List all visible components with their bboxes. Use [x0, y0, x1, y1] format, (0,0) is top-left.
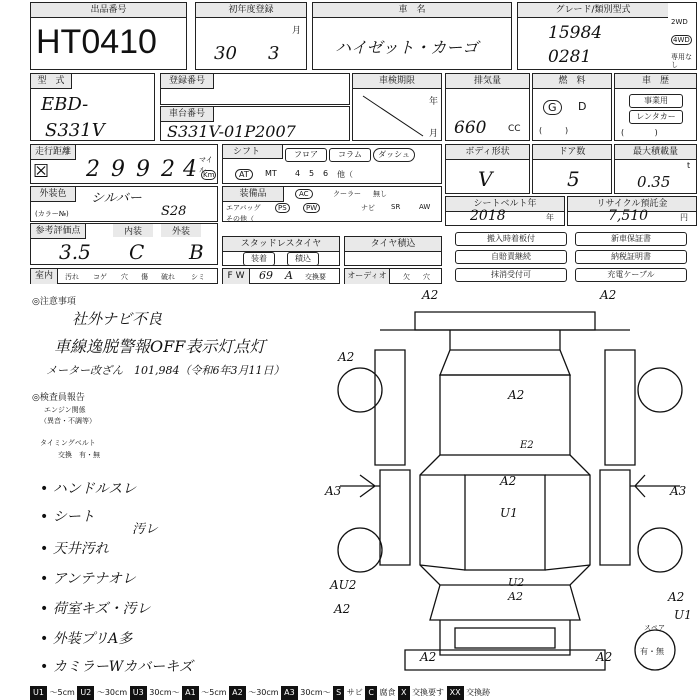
fuel-gasoline: G: [543, 100, 562, 115]
interior-item-tear: 破れ: [161, 273, 175, 281]
report-item-3: • 天井汚れ: [40, 541, 109, 557]
interior-item-stain: シミ: [191, 273, 205, 281]
equip-none: 無し: [373, 190, 387, 198]
report-item-4-text: アンテナオレ: [52, 571, 136, 587]
recycle-value: 7,510: [608, 208, 649, 224]
body-box: [445, 144, 530, 194]
fw-swap: 交換要: [305, 273, 326, 281]
inspector-engine2: （異音・不調等）: [40, 417, 96, 425]
report-item-1: • ハンドルスレ: [40, 481, 137, 497]
recycle-label: リサイクル預託金: [568, 197, 696, 212]
first-registration-month: 3: [268, 43, 280, 64]
color-value: シルバー: [91, 191, 142, 206]
model-value: EBD-: [41, 94, 89, 115]
shift-5: 5: [309, 169, 315, 178]
report-item-1-text: ハンドルスレ: [52, 481, 137, 497]
displacement-label: 排気量: [446, 74, 529, 89]
report-item-2-text: シート: [52, 509, 95, 525]
lot-number-box: [30, 2, 187, 70]
mileage-unit-mile: マイル: [199, 156, 213, 174]
chassis-value: S331V-01P2007: [167, 122, 296, 141]
reg-number-box: [160, 73, 350, 105]
equip-ps: PS: [275, 203, 290, 213]
report-item-6: • 外装プリA多: [40, 631, 133, 647]
legend-bar: [30, 686, 697, 700]
mileage-unit-km: Km: [203, 171, 215, 179]
fw-value1: 69: [259, 269, 273, 282]
equip-cooler: クーラー: [333, 190, 361, 198]
color-box: [30, 186, 218, 222]
shift-label: シフト: [223, 145, 283, 159]
score-interior-label: 内装: [113, 224, 153, 237]
seatbelt-unit: 年: [546, 213, 554, 222]
score-exterior-label: 外装: [161, 224, 201, 237]
shift-other: 他（: [337, 170, 353, 179]
reg-number-label: 登録番号: [161, 74, 214, 89]
audio-label: オーディオ: [345, 269, 390, 284]
displacement-unit: CC: [508, 124, 521, 134]
equip-aw: AW: [419, 203, 431, 211]
legend-a2: A2 ～30cm: [229, 688, 278, 697]
equip-pw: PW: [303, 203, 320, 213]
equip-navi: ナビ: [361, 204, 375, 212]
inspection-month-unit: 月: [429, 129, 439, 139]
first-registration-month-unit: 月: [292, 26, 302, 36]
doc-arrival-plate: 搬入時着板付: [455, 232, 567, 246]
mileage-checkbox: ☒: [33, 161, 50, 182]
grade-line2: 0281: [548, 47, 592, 67]
score-label: 参考評価点: [31, 224, 86, 239]
mileage-box: [30, 144, 218, 184]
car-name-label: 車 名: [313, 3, 511, 18]
load-box: [614, 144, 697, 194]
equip-ac: AC: [295, 189, 313, 199]
inspection-slash: [353, 88, 441, 140]
mark-12: U2: [508, 576, 525, 589]
fw-label: F W: [223, 269, 250, 284]
score-exterior: B: [189, 240, 204, 264]
mileage-d5: 4: [183, 157, 197, 182]
seatbelt-box: [445, 196, 565, 226]
mark-15: U1: [674, 608, 692, 622]
doc-cable: 充電ケーブル: [575, 268, 687, 282]
fw-row: [222, 268, 340, 284]
first-registration-box: [195, 2, 307, 70]
chassis-box: [160, 106, 350, 141]
mark-17: A2: [596, 650, 613, 664]
recycle-box: [567, 196, 697, 226]
report-item-5: • 荷室キズ・汚レ: [40, 601, 151, 617]
report-item-5-text: 荷室キズ・汚レ: [52, 601, 151, 617]
fuel-label: 燃 料: [533, 74, 611, 89]
shift-floor: フロア: [285, 148, 327, 162]
legend-u3: U3 30cm～: [130, 688, 180, 697]
fuel-paren: ( ): [539, 126, 569, 135]
score-interior: C: [129, 240, 145, 264]
mark-16: A2: [420, 650, 437, 664]
mark-3: A2: [508, 388, 525, 402]
audio-missing: 欠: [403, 273, 410, 281]
mark-4: A2: [338, 350, 355, 364]
body-label: ボディ形状: [446, 145, 529, 160]
shift-column: コラム: [329, 148, 371, 162]
equip-label: 装備品: [223, 187, 284, 202]
shift-6: 6: [323, 169, 329, 178]
interior-item-burn: コゲ: [93, 273, 107, 281]
drive-2wd: 2WD: [671, 18, 688, 26]
history-paren: ( ): [621, 128, 658, 137]
seatbelt-label: シートベルト年: [446, 197, 564, 212]
mark-1: A2: [422, 288, 439, 302]
color-label: 外装色: [31, 187, 76, 202]
doors-label: ドア数: [533, 145, 611, 160]
displacement-value: 660: [454, 118, 487, 138]
studless-label: スタッドレスタイヤ: [223, 237, 339, 252]
studless-mounted: 装着: [243, 252, 275, 266]
grade-line1: 15984: [548, 23, 603, 43]
equip-sr: SR: [391, 203, 401, 211]
shift-box: [222, 144, 442, 184]
interior-row: [30, 268, 218, 284]
inspector-engine: エンジン関係: [44, 406, 86, 414]
studless-loaded: 積込: [287, 252, 319, 266]
report-side-note: 汚レ: [132, 522, 159, 537]
body-value: V: [478, 167, 493, 191]
mark-9: E2: [520, 440, 534, 451]
audio-row: [344, 268, 442, 284]
grade-label: グレード/類別型式: [518, 3, 668, 18]
displacement-box: [445, 73, 530, 141]
tire-load-box: [344, 236, 442, 266]
mark-2: A2: [600, 288, 617, 302]
equip-airbag: エアバッグ: [226, 204, 261, 212]
report-item-7-text: カミラーWカバーキズ: [52, 659, 193, 675]
spare-label: スペア: [644, 624, 665, 632]
mileage-d4: 2: [161, 157, 175, 182]
inspection-year-unit: 年: [429, 97, 439, 107]
grade-box: [517, 2, 697, 70]
fuel-diesel: D: [578, 100, 587, 113]
notes-label: ◎注意事項: [32, 297, 76, 307]
inspector-label: ◎検査員報告: [32, 393, 85, 403]
interior-row-label: 室内: [31, 269, 58, 284]
mark-11: A2: [334, 602, 351, 616]
tire-load-label: タイヤ積込: [345, 237, 441, 252]
car-name-value: ハイゼット・カーゴ: [335, 38, 479, 57]
score-overall: 3.5: [59, 240, 91, 264]
mark-10: AU2: [330, 578, 357, 592]
report-item-6-text: 外装プリA多: [52, 631, 133, 647]
interior-item-dirt: 汚れ: [65, 273, 79, 281]
load-unit: t: [687, 161, 691, 170]
inspection-label: 車検期限: [353, 74, 441, 89]
history-rental: レンタカー: [629, 110, 683, 124]
car-diagram: [320, 290, 700, 686]
doors-box: [532, 144, 612, 194]
legend-u2: U2 ～30cm: [77, 688, 127, 697]
doc-cancel: 抹消受付可: [455, 268, 567, 282]
doc-warranty: 新車保証書: [575, 232, 687, 246]
history-label: 車 歴: [615, 74, 696, 89]
mileage-d3: 9: [136, 157, 150, 182]
shift-at: AT: [235, 169, 253, 180]
notes-line3: メーター改ざん 101,984（令和6年3月11日）: [46, 364, 285, 377]
report-item-4: • アンテナオレ: [40, 571, 136, 587]
drive-4wd: 4WD: [673, 36, 690, 44]
mark-13: A2: [508, 590, 523, 603]
first-registration-year: 30: [214, 43, 237, 64]
lot-number-value: HT0410: [36, 23, 157, 61]
mark-8: U1: [500, 506, 518, 520]
inspector-timing: タイミングベルト: [40, 439, 96, 447]
legend-u1: U1 ～5cm: [30, 688, 75, 697]
equip-other: その他（: [226, 215, 254, 223]
color-code: S28: [161, 204, 187, 219]
color-code-label: (カラー№): [35, 210, 69, 218]
fuel-box: [532, 73, 612, 141]
inspector-timing2: 交換 有・無: [58, 451, 100, 459]
model-value2: S331V: [45, 120, 105, 141]
doc-tax: 納税証明書: [575, 250, 687, 264]
score-box: [30, 223, 218, 265]
interior-item-scratch: 傷: [141, 273, 148, 281]
mileage-d1: 2: [86, 157, 100, 182]
interior-item-hole: 穴: [121, 273, 128, 281]
drive-none: 専用なし: [671, 53, 692, 69]
mileage-label: 走行距離: [31, 145, 76, 160]
mark-5: A3: [325, 484, 342, 498]
mark-14: A2: [668, 590, 685, 604]
report-item-2: • シート: [40, 509, 95, 525]
chassis-label: 車台番号: [161, 107, 214, 122]
first-registration-label: 初年度登録: [196, 3, 306, 18]
load-value: 0.35: [637, 173, 671, 191]
load-label: 最大積載量: [615, 145, 696, 160]
legend-xx: XX 交換跡: [447, 688, 491, 697]
lot-number-label: 出品番号: [31, 3, 186, 18]
spare-value: 有・無: [640, 647, 664, 656]
mileage-d2: 9: [111, 157, 125, 182]
doc-insurance: 自賠責継続: [455, 250, 567, 264]
shift-4: 4: [295, 169, 301, 178]
car-name-box: [312, 2, 512, 70]
notes-line1: 社外ナビ不良: [72, 310, 163, 328]
mark-6: A3: [670, 484, 687, 498]
seatbelt-value: 2018: [470, 208, 506, 224]
mark-7: A2: [500, 474, 517, 488]
model-box: [30, 73, 155, 141]
shift-dash: ダッシュ: [373, 148, 415, 162]
legend-c: C 腐食: [365, 688, 395, 697]
fw-value2: A: [285, 269, 293, 282]
recycle-unit: 円: [680, 213, 688, 222]
legend-s: S サビ: [333, 688, 363, 697]
studless-box: [222, 236, 340, 266]
history-business: 事業用: [629, 94, 683, 108]
report-item-7: • カミラーWカバーキズ: [40, 659, 193, 675]
history-box: [614, 73, 697, 141]
legend-a1: A1 ～5cm: [182, 688, 226, 697]
doors-value: 5: [567, 167, 580, 191]
model-label: 型 式: [31, 74, 72, 89]
notes-line2: 車線逸脱警報OFF表示灯点灯: [54, 337, 266, 356]
inspection-box: [352, 73, 442, 141]
legend-x: X 交換要す: [398, 688, 444, 697]
audio-hole: 穴: [423, 273, 430, 281]
shift-mt: MT: [265, 169, 277, 178]
report-item-3-text: 天井汚れ: [52, 541, 109, 557]
equip-box: [222, 186, 442, 222]
legend-a3: A3 30cm～: [281, 688, 330, 697]
